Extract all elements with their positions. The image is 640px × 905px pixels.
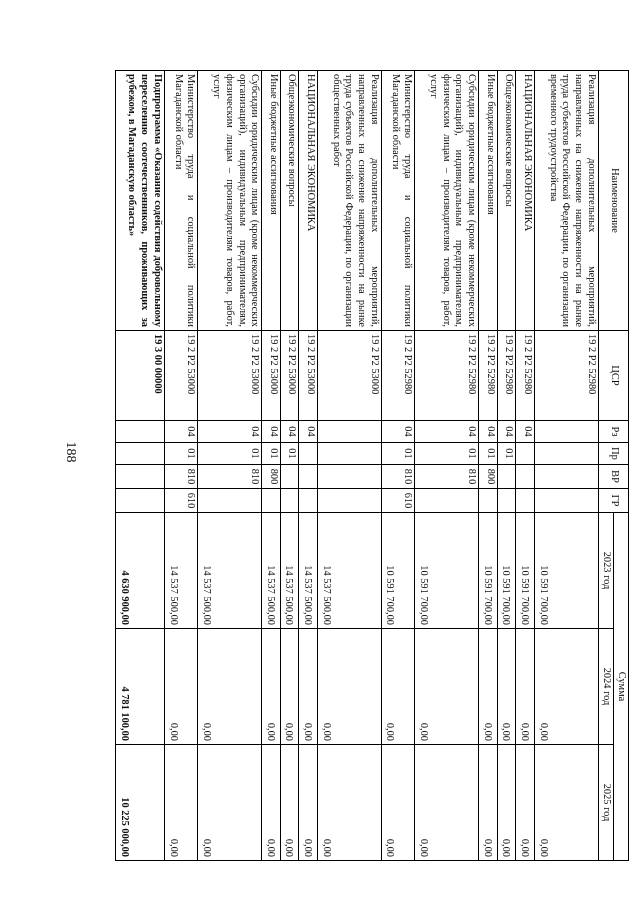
cell-2024: 0,00 — [198, 629, 262, 745]
page-number: 188 — [63, 441, 78, 463]
cell-2023: 14 537 500,00 — [262, 513, 281, 629]
cell-2025: 0,00 — [318, 745, 382, 861]
cell-2024: 0,00 — [164, 629, 198, 745]
cell-name: Субсидии юридическим лицам (кроме некоммерческих организаций), индивидуальным предпринимателям, физическим лицам – производителям товаров, работ, услуг — [415, 71, 479, 331]
budget-table-container — [115, 70, 629, 860]
table-row — [497, 71, 516, 861]
cell-pr — [116, 443, 165, 465]
cell-rz: 04 — [479, 421, 498, 443]
header-year-2023: 2023 год — [598, 513, 614, 629]
cell-name: Реализация дополнительных мероприятий, направленных на снижение напряженности на рынке труда субъектов Российской Федерации, по организации общественных работ — [318, 71, 382, 331]
table-row — [318, 71, 382, 861]
cell-name: Иные бюджетные ассигнования — [479, 71, 498, 331]
cell-2025: 0,00 — [280, 745, 299, 861]
cell-2024: 0,00 — [381, 629, 415, 745]
cell-2023: 14 537 500,00 — [164, 513, 198, 629]
cell-name: Общеэкономические вопросы — [497, 71, 516, 331]
cell-2024: 4 781 100,00 — [116, 629, 165, 745]
table-body — [116, 71, 599, 861]
table-header — [598, 71, 628, 861]
cell-2023: 10 591 700,00 — [534, 513, 598, 629]
cell-name: Субсидии юридическим лицам (кроме некоммерческих организаций), индивидуальным предпринимателям, физическим лицам – производителям товаров, работ, услуг — [198, 71, 262, 331]
cell-2024: 0,00 — [280, 629, 299, 745]
cell-2025: 0,00 — [415, 745, 479, 861]
cell-name: НАЦИОНАЛЬНАЯ ЭКОНОМИКА — [299, 71, 318, 331]
table-row — [299, 71, 318, 861]
cell-name: Подпрограмма «Оказание содействия добровольному переселению соотечественников, проживающих за рубежом, в Магаданскую область» — [116, 71, 165, 331]
cell-vr: 800 — [479, 465, 498, 489]
cell-rz — [318, 421, 382, 443]
cell-2023: 10 591 700,00 — [516, 513, 535, 629]
cell-pr: 01 — [415, 443, 479, 465]
cell-vr — [299, 465, 318, 489]
header-row-1 — [614, 71, 629, 861]
cell-csr: 19 2 Р2 53000 — [262, 331, 281, 421]
cell-2023: 4 630 900,00 — [116, 513, 165, 629]
cell-rz — [534, 421, 598, 443]
cell-rz: 04 — [299, 421, 318, 443]
cell-2025: 0,00 — [262, 745, 281, 861]
cell-pr: 01 — [164, 443, 198, 465]
cell-name: Иные бюджетные ассигнования — [262, 71, 281, 331]
table-row — [479, 71, 498, 861]
header-summa: Сумма — [614, 513, 629, 861]
cell-name: Министерство труда и социальной политики Магаданской области — [164, 71, 198, 331]
cell-2025: 0,00 — [164, 745, 198, 861]
cell-name: Общеэкономические вопросы — [280, 71, 299, 331]
cell-vr — [116, 465, 165, 489]
cell-vr — [497, 465, 516, 489]
cell-rz: 04 — [280, 421, 299, 443]
cell-csr: 19 2 Р2 52980 — [479, 331, 498, 421]
cell-vr — [280, 465, 299, 489]
cell-gr — [497, 489, 516, 513]
cell-pr: 01 — [497, 443, 516, 465]
table-row — [415, 71, 479, 861]
cell-vr — [534, 465, 598, 489]
header-name: Наименование — [598, 71, 628, 331]
cell-2023: 14 537 500,00 — [280, 513, 299, 629]
table-row — [116, 71, 165, 861]
cell-csr: 19 2 Р2 53000 — [198, 331, 262, 421]
cell-name: НАЦИОНАЛЬНАЯ ЭКОНОМИКА — [516, 71, 535, 331]
cell-gr — [479, 489, 498, 513]
cell-2023: 10 591 700,00 — [479, 513, 498, 629]
cell-pr: 01 — [381, 443, 415, 465]
header-year-2025: 2025 год — [598, 745, 614, 861]
cell-csr: 19 2 Р2 52980 — [381, 331, 415, 421]
cell-gr — [299, 489, 318, 513]
cell-2025: 0,00 — [299, 745, 318, 861]
cell-vr: 810 — [198, 465, 262, 489]
cell-rz: 04 — [497, 421, 516, 443]
cell-2025: 0,00 — [198, 745, 262, 861]
header-csr: ЦСР — [598, 331, 628, 421]
cell-2025: 0,00 — [381, 745, 415, 861]
header-rz: Рз — [598, 421, 628, 443]
cell-2024: 0,00 — [534, 629, 598, 745]
cell-rz: 04 — [164, 421, 198, 443]
cell-2024: 0,00 — [415, 629, 479, 745]
cell-vr: 800 — [262, 465, 281, 489]
table-row — [164, 71, 198, 861]
table-row — [381, 71, 415, 861]
cell-gr — [198, 489, 262, 513]
cell-csr: 19 2 Р2 52980 — [516, 331, 535, 421]
cell-rz: 04 — [262, 421, 281, 443]
cell-csr: 19 2 Р2 52980 — [415, 331, 479, 421]
cell-pr: 01 — [280, 443, 299, 465]
cell-gr: 610 — [381, 489, 415, 513]
cell-vr: 810 — [415, 465, 479, 489]
cell-gr — [516, 489, 535, 513]
header-vr: ВР — [598, 465, 628, 489]
cell-2025: 0,00 — [497, 745, 516, 861]
cell-vr: 810 — [164, 465, 198, 489]
cell-2024: 0,00 — [479, 629, 498, 745]
cell-2025: 10 225 000,00 — [116, 745, 165, 861]
cell-2023: 10 591 700,00 — [497, 513, 516, 629]
cell-rz: 04 — [516, 421, 535, 443]
table-row — [262, 71, 281, 861]
cell-gr — [534, 489, 598, 513]
cell-2024: 0,00 — [299, 629, 318, 745]
cell-2023: 14 537 500,00 — [299, 513, 318, 629]
cell-gr — [415, 489, 479, 513]
cell-csr: 19 3 00 00000 — [116, 331, 165, 421]
cell-pr — [318, 443, 382, 465]
budget-table — [115, 70, 629, 861]
cell-2023: 10 591 700,00 — [381, 513, 415, 629]
cell-pr: 01 — [262, 443, 281, 465]
cell-2023: 14 537 500,00 — [318, 513, 382, 629]
cell-2024: 0,00 — [318, 629, 382, 745]
table-row — [516, 71, 535, 861]
cell-pr — [516, 443, 535, 465]
cell-vr — [318, 465, 382, 489]
cell-2025: 0,00 — [516, 745, 535, 861]
cell-rz: 04 — [381, 421, 415, 443]
cell-gr — [116, 489, 165, 513]
cell-rz: 04 — [198, 421, 262, 443]
cell-pr: 01 — [479, 443, 498, 465]
cell-rz — [116, 421, 165, 443]
cell-2024: 0,00 — [497, 629, 516, 745]
cell-csr: 19 2 Р2 53000 — [280, 331, 299, 421]
cell-csr: 19 2 Р2 53000 — [299, 331, 318, 421]
cell-2023: 14 537 500,00 — [198, 513, 262, 629]
cell-2023: 10 591 700,00 — [415, 513, 479, 629]
header-year-2024: 2024 год — [598, 629, 614, 745]
table-row — [534, 71, 598, 861]
header-pr: Пр — [598, 443, 628, 465]
cell-vr — [516, 465, 535, 489]
cell-gr — [280, 489, 299, 513]
header-gr: ГР — [598, 489, 628, 513]
cell-2025: 0,00 — [534, 745, 598, 861]
cell-pr — [534, 443, 598, 465]
cell-rz: 04 — [415, 421, 479, 443]
cell-name: Министерство труда и социальной политики Магаданской области — [381, 71, 415, 331]
cell-pr: 01 — [198, 443, 262, 465]
cell-csr: 19 2 Р2 52980 — [497, 331, 516, 421]
cell-name: Реализация дополнительных мероприятий, направленных на снижение напряженности на рынке труда субъектов Российской Федерации, по организации временного трудоустройства — [534, 71, 598, 331]
cell-gr — [318, 489, 382, 513]
cell-gr: 610 — [164, 489, 198, 513]
cell-gr — [262, 489, 281, 513]
cell-2024: 0,00 — [262, 629, 281, 745]
cell-2024: 0,00 — [516, 629, 535, 745]
cell-2025: 0,00 — [479, 745, 498, 861]
cell-vr: 810 — [381, 465, 415, 489]
cell-csr: 19 2 Р2 52980 — [534, 331, 598, 421]
cell-pr — [299, 443, 318, 465]
cell-csr: 19 2 Р2 53000 — [318, 331, 382, 421]
cell-csr: 19 2 Р2 53000 — [164, 331, 198, 421]
table-row — [198, 71, 262, 861]
table-row — [280, 71, 299, 861]
